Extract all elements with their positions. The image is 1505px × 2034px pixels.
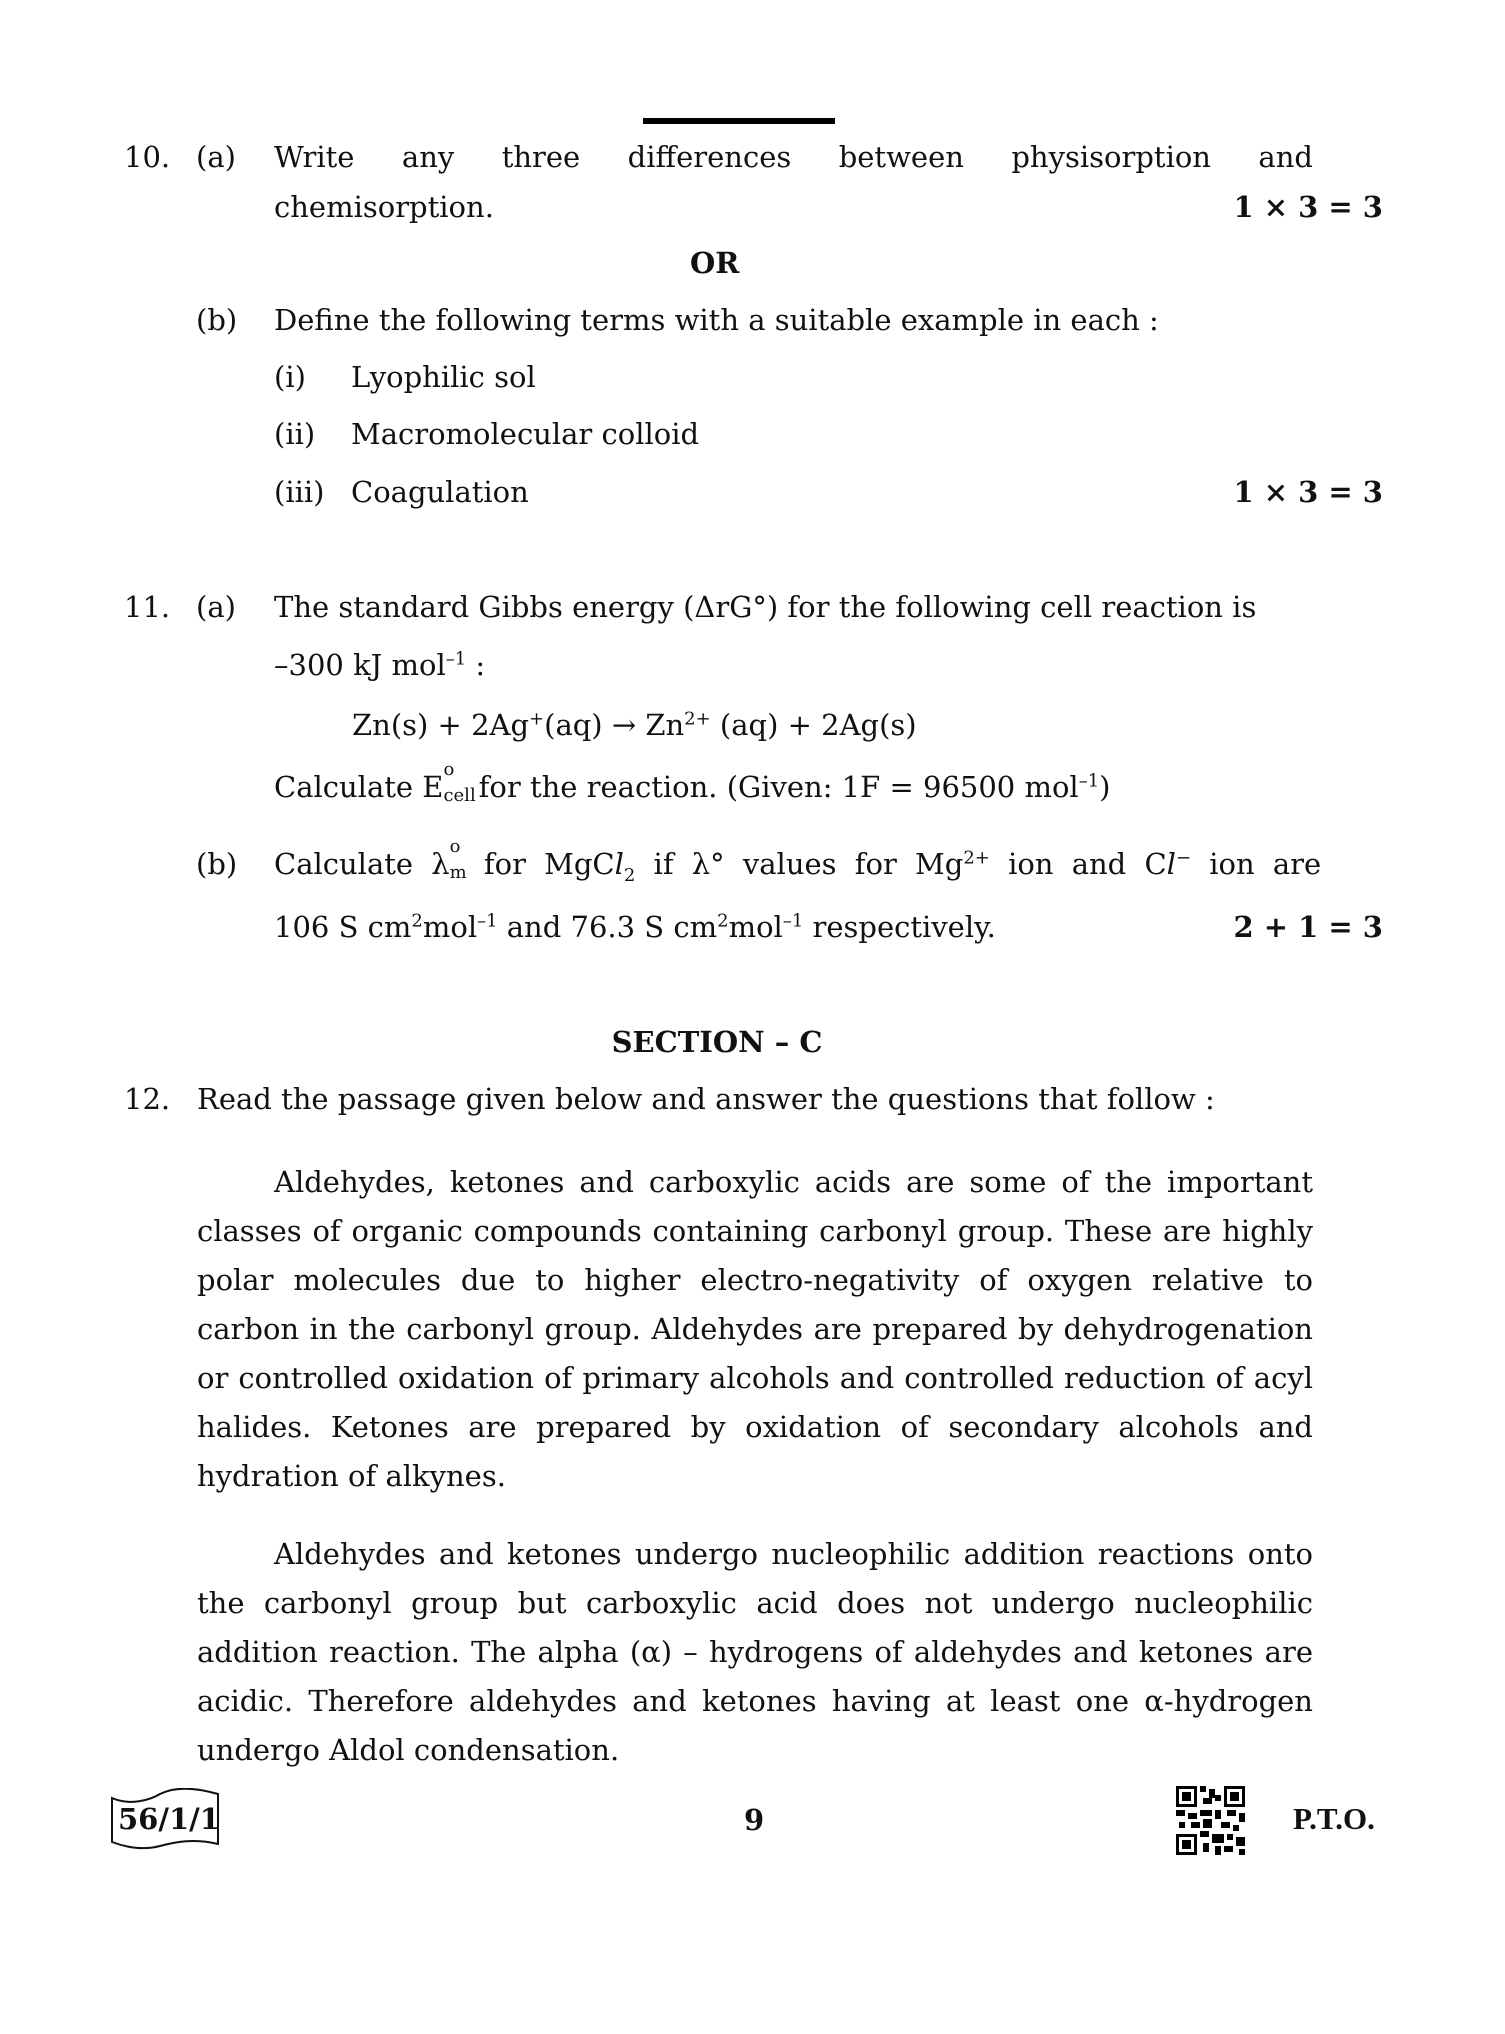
text: Calculate λ: [274, 847, 450, 881]
q10b-item-text: Coagulation: [351, 475, 529, 509]
text: mol: [422, 910, 478, 944]
text: mol: [728, 910, 783, 944]
word: any: [401, 140, 455, 174]
q11a-line1: The standard Gibbs energy (ΔrG°) for the following cell reaction is: [274, 590, 1257, 624]
word: Write: [274, 140, 355, 174]
text: ion are: [1191, 847, 1322, 881]
q12-prompt: Read the passage given below and answer the questions that follow :: [197, 1082, 1215, 1116]
word: between: [838, 140, 964, 174]
q11-number: 11.: [124, 590, 171, 624]
q10b-text: Define the following terms with a suitable example in each :: [274, 303, 1159, 337]
superscript: o: [443, 759, 455, 780]
superscript: –1: [782, 910, 804, 932]
text: for the reaction. (Given: 1F = 96500 mol: [469, 770, 1079, 804]
superscript: 2+: [684, 708, 711, 730]
word: physisorption: [1011, 140, 1211, 174]
passage-paragraph-2: [197, 1530, 1313, 1775]
italic-l: l: [614, 847, 624, 881]
passage-line: Aldehydes and ketones undergo nucleophilic addition reactions onto: [274, 1537, 1313, 1571]
passage-line: addition reaction. The alpha (α) – hydrogens of aldehydes and ketones are: [197, 1635, 1313, 1669]
text: for MgC: [465, 847, 615, 881]
q10b-marks: 1 × 3 = 3: [1233, 475, 1383, 509]
q10b-item-num: (ii): [274, 417, 316, 451]
word: three: [501, 140, 581, 174]
text: (aq) + 2Ag(s): [710, 708, 917, 742]
q10b-item-text: Macromolecular colloid: [351, 417, 700, 451]
text: Zn(s) + 2Ag: [352, 708, 530, 742]
text: and 76.3 S cm: [497, 910, 718, 944]
text: ): [1099, 770, 1111, 804]
text: Calculate E: [274, 770, 444, 804]
page-number: 9: [744, 1803, 765, 1837]
text: ion and C: [989, 847, 1167, 881]
section-heading: SECTION – C: [611, 1025, 823, 1059]
or-separator: OR: [690, 246, 740, 280]
q10b-item-num: (iii): [274, 475, 325, 509]
passage-line: classes of organic compounds containing carbonyl group. These are highly: [197, 1214, 1313, 1248]
passage-line: halides. Ketones are prepared by oxidation of secondary alcohols and: [197, 1410, 1313, 1444]
superscript: +: [529, 708, 545, 730]
word: differences: [627, 140, 792, 174]
q11a-line2: [274, 648, 485, 682]
subscript: 2: [623, 864, 636, 886]
paper-code-badge: [110, 1788, 220, 1848]
q10a-label: (a): [196, 140, 236, 174]
qr-code-icon: [1176, 1786, 1245, 1855]
cell-reaction: [352, 708, 917, 742]
word: and: [1258, 140, 1313, 174]
pto-label: P.T.O.: [1293, 1801, 1375, 1836]
text: respectively.: [803, 910, 996, 944]
superscript: 2: [411, 910, 423, 932]
q10b-item-num: (i): [274, 360, 306, 394]
passage-line: the carbonyl group but carboxylic acid does not undergo nucleophilic: [197, 1586, 1313, 1620]
passage-paragraph-1: [197, 1158, 1313, 1501]
top-rule: [643, 118, 835, 124]
q10b-label: (b): [196, 303, 238, 337]
superscript: –1: [1078, 770, 1100, 792]
passage-line: or controlled oxidation of primary alcohols and controlled reduction of acyl: [197, 1361, 1313, 1395]
passage-line: hydration of alkynes.: [197, 1459, 506, 1493]
q11a-calc: [274, 759, 1111, 806]
superscript: o: [449, 836, 461, 857]
superscript: 2+: [963, 847, 990, 869]
q11b-line2: [274, 910, 996, 944]
q12-number: 12.: [124, 1082, 171, 1116]
q10a-line1: [274, 140, 1313, 174]
q10a-marks: 1 × 3 = 3: [1233, 190, 1383, 224]
passage-line: Aldehydes, ketones and carboxylic acids are some of the important: [274, 1165, 1313, 1199]
text: :: [466, 648, 486, 682]
q11b-marks: 2 + 1 = 3: [1233, 910, 1383, 944]
q10b-item-text: Lyophilic sol: [351, 360, 536, 394]
text: if λ° values for Mg: [635, 847, 964, 881]
superscript: –1: [477, 910, 498, 932]
passage-line: undergo Aldol condensation.: [197, 1733, 620, 1767]
text: (aq) → Zn: [544, 708, 685, 742]
superscript: 2: [717, 910, 729, 932]
q11a-label: (a): [196, 590, 236, 624]
passage-line: polar molecules due to higher electro-negativity of oxygen relative to: [197, 1263, 1313, 1297]
superscript: –1: [445, 648, 467, 670]
paper-code: 56/1/1: [118, 1802, 220, 1836]
text: 106 S cm: [274, 910, 412, 944]
q10-number: 10.: [124, 140, 171, 174]
subscript: cell: [443, 785, 476, 806]
passage-line: carbon in the carbonyl group. Aldehydes are prepared by dehydrogenation: [197, 1312, 1313, 1346]
italic-l: l: [1166, 847, 1176, 881]
q10a-line2: chemisorption.: [274, 190, 494, 224]
q11b-line1: [274, 836, 1322, 886]
subscript: m: [449, 862, 467, 883]
passage-line: acidic. Therefore aldehydes and ketones having at least one α-hydrogen: [197, 1684, 1313, 1718]
superscript: −: [1175, 847, 1192, 869]
gibbs-value: –300 kJ mol: [274, 648, 446, 682]
q11b-label: (b): [196, 847, 238, 881]
